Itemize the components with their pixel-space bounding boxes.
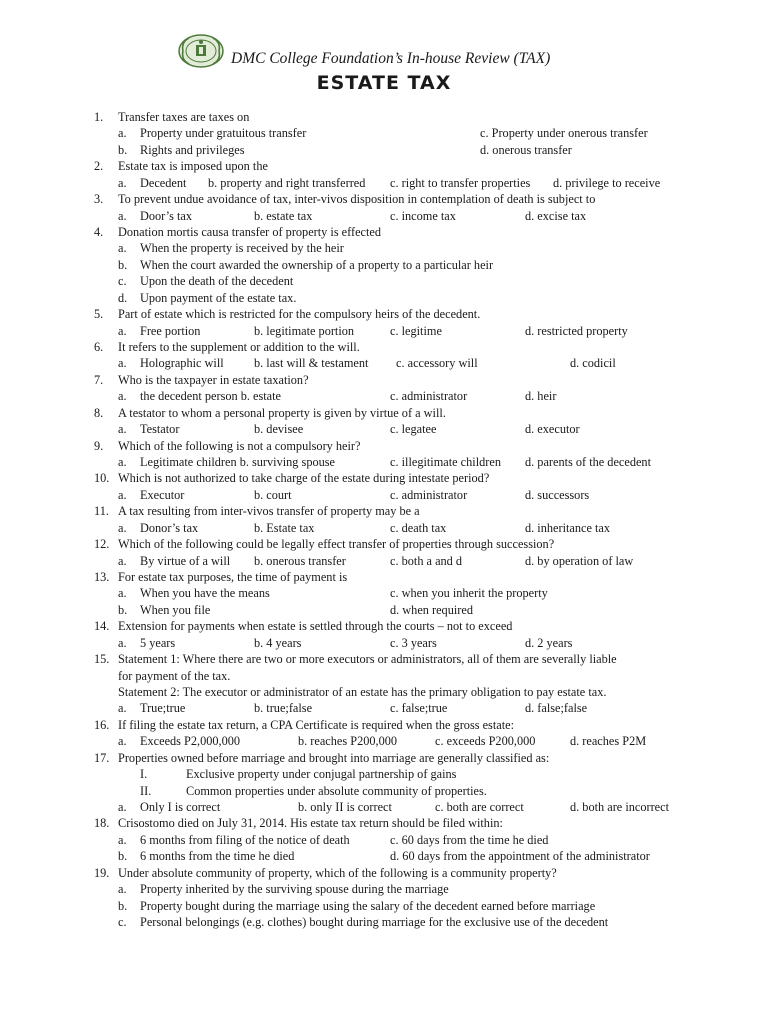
question-number: 17. [94,750,110,765]
option-text: c. accessory will [396,356,478,371]
option-text: c. both a and d [390,553,463,568]
question-number: 3. [94,192,104,207]
question-number: 9. [94,438,104,453]
option-text: Door’s tax [140,208,193,223]
option-text: d. both are incorrect [570,800,670,815]
option-text: c. when you inherit the property [390,586,548,601]
roman-label: II. [140,783,152,798]
option-text: Free portion [140,323,201,338]
option-text: d. executor [525,422,580,437]
option-text: Donor’s tax [140,520,199,535]
option-text: By virtue of a will [140,553,231,568]
option-text: d. by operation of law [525,553,634,568]
option-letter: a. [118,882,127,897]
option-letter: a. [118,356,127,371]
option-text: d. inheritance tax [525,520,611,535]
roman-label: I. [140,767,148,782]
option-text: When the court awarded the ownership of a property to a particular heir [140,257,494,272]
option-text: d. excise tax [525,208,587,223]
question-text: for payment of the tax. [118,668,231,683]
option-text: d. onerous transfer [480,142,572,157]
option-text: Testator [140,422,180,437]
option-text: When the property is received by the heir [140,241,344,256]
option-text: Upon payment of the estate tax. [140,290,297,305]
option-text: b. last will & testament [254,356,369,371]
option-text: d. 60 days from the appointment of the administrator [390,849,650,864]
question-number: 14. [94,619,110,634]
question-text: Transfer taxes are taxes on [118,110,250,124]
option-text: b. true;false [254,701,313,716]
question-number: 11. [94,504,109,519]
question-number: 7. [94,372,104,387]
option-text: b. devisee [254,422,304,437]
question-number: 1. [94,110,104,124]
option-text: Executor [140,487,185,502]
option-text: Property inherited by the surviving spouse during the marriage [140,882,449,897]
option-text: When you file [140,602,211,617]
option-letter: b. [118,257,128,272]
option-text: b. 4 years [254,635,302,650]
question-number: 16. [94,717,110,732]
option-letter: a. [118,520,127,535]
option-text: b. onerous transfer [254,553,346,568]
option-text: Legitimate children b. surviving spouse [140,455,336,470]
question-text: Estate tax is imposed upon the [118,159,268,174]
option-letter: b. [118,602,128,617]
option-text: Exceeds P2,000,000 [140,734,241,749]
option-text: c. income tax [390,208,456,223]
question-text: Which is not authorized to take charge of the estate during intestate period? [118,471,490,486]
question-text: A testator to whom a personal property is given by virtue of a will. [118,405,446,420]
option-text: the decedent person b. estate [140,389,282,404]
question-text: Statement 2: The executor or administrator of an estate has the primary obligation to pay estate tax. [118,685,607,700]
option-letter: a. [118,487,127,502]
option-text: c. legitime [390,323,442,338]
option-letter: a. [118,175,127,190]
option-text: b. property and right transferred [208,175,366,190]
question-text: Which of the following is not a compulsory heir? [118,438,361,453]
option-letter: a. [118,241,127,256]
option-text: d. privilege to receive [553,175,661,190]
option-text: 5 years [140,635,176,650]
option-text: c. administrator [390,389,468,404]
question-text: Extension for payments when estate is settled through the courts – not to exceed [118,619,513,634]
option-text: Only I is correct [140,800,221,815]
option-text: c. right to transfer properties [390,175,531,190]
question-number: 18. [94,816,110,831]
page-title: ESTATE TAX [316,72,452,94]
option-text: True;true [140,701,186,716]
option-text: b. Estate tax [254,520,315,535]
option-text: d. restricted property [525,323,628,338]
question-text: Which of the following could be legally effect transfer of properties through succession? [118,537,555,552]
option-text: Property under gratuitous transfer [140,126,307,141]
option-text: c. Property under onerous transfer [480,126,648,141]
option-text: d. successors [525,487,590,502]
option-letter: a. [118,422,127,437]
question-number: 6. [94,340,104,355]
option-letter: a. [118,832,127,847]
option-letter: a. [118,389,127,404]
roman-text: Common properties under absolute community of properties. [186,783,487,798]
option-text: c. both are correct [435,800,524,815]
option-text: b. estate tax [254,208,313,223]
option-letter: a. [118,800,127,815]
option-text: c. 3 years [390,635,437,650]
option-letter: a. [118,734,127,749]
option-letter: a. [118,126,127,141]
option-letter: b. [118,849,128,864]
institution-name: DMC College Foundation’s In-house Review (TAX) [231,50,551,67]
option-text: d. reaches P2M [570,734,647,749]
question-number: 5. [94,307,104,322]
option-letter: a. [118,635,127,650]
roman-text: Exclusive property under conjugal partnership of gains [186,767,457,782]
option-text: c. false;true [390,701,448,716]
question-text: Donation mortis causa transfer of property is effected [118,225,382,239]
option-text: When you have the means [140,586,270,601]
option-text: d. parents of the decedent [525,455,651,470]
option-text: b. only II is correct [298,800,392,815]
option-text: d. 2 years [525,635,573,650]
question-text: If filing the estate tax return, a CPA Certificate is required when the gross estate: [118,717,515,732]
question-text: Statement 1: Where there are two or more executors or administrators, all of them are severally liable [118,652,617,667]
option-text: Upon the death of the decedent [140,274,294,289]
question-number: 2. [94,159,104,174]
option-text: d. codicil [570,356,616,371]
option-text: c. 60 days from the time he died [390,832,549,847]
option-text: c. administrator [390,487,468,502]
question-number: 15. [94,652,110,667]
question-text: To prevent undue avoidance of tax, inter-vivos disposition in contemplation of death is subject to [118,192,596,207]
option-letter: c. [118,915,127,930]
question-text: Part of estate which is restricted for the compulsory heirs of the decedent. [118,307,481,322]
question-text: It refers to the supplement or addition to the will. [118,340,360,355]
option-text: Decedent [140,175,187,190]
question-text: Crisostomo died on July 31, 2014. His estate tax return should be filed within: [118,816,503,831]
question-number: 4. [94,225,104,239]
option-letter: a. [118,586,127,601]
option-letter: a. [118,208,127,223]
option-text: b. legitimate portion [254,323,355,338]
option-text: c. death tax [390,520,447,535]
question-text: A tax resulting from inter-vivos transfer of property may be a [118,504,420,519]
option-text: 6 months from filing of the notice of death [140,832,350,847]
question-text: Who is the taxpayer in estate taxation? [118,372,309,387]
option-letter: a. [118,553,127,568]
option-text: Rights and privileges [140,142,245,157]
option-letter: a. [118,455,127,470]
option-text: c. exceeds P200,000 [435,734,536,749]
option-text: b. court [254,487,292,502]
option-text: b. reaches P200,000 [298,734,398,749]
option-letter: d. [118,290,128,305]
question-number: 13. [94,570,110,585]
option-letter: a. [118,701,127,716]
option-text: Holographic will [140,356,224,371]
option-letter: b. [118,142,128,157]
option-text: Property bought during the marriage using the salary of the decedent earned before marriage [140,898,596,913]
option-text: Personal belongings (e.g. clothes) bought during marriage for the exclusive use of the decedent [140,915,609,930]
option-letter: a. [118,323,127,338]
college-seal-icon [178,34,224,68]
option-text: c. illegitimate children [390,455,501,470]
option-text: 6 months from the time he died [140,849,295,864]
option-letter: b. [118,898,128,913]
question-number: 8. [94,405,104,420]
option-text: c. legatee [390,422,437,437]
option-text: d. false;false [525,701,588,716]
option-letter: c. [118,274,127,289]
option-text: d. when required [390,602,473,617]
question-text: For estate tax purposes, the time of payment is [118,570,348,585]
question-number: 12. [94,537,110,552]
question-number: 10. [94,471,110,486]
question-number: 19. [94,865,110,880]
question-text: Under absolute community of property, which of the following is a community property? [118,865,557,880]
question-text: Properties owned before marriage and brought into marriage are generally classified as: [118,750,550,765]
option-text: d. heir [525,389,557,404]
